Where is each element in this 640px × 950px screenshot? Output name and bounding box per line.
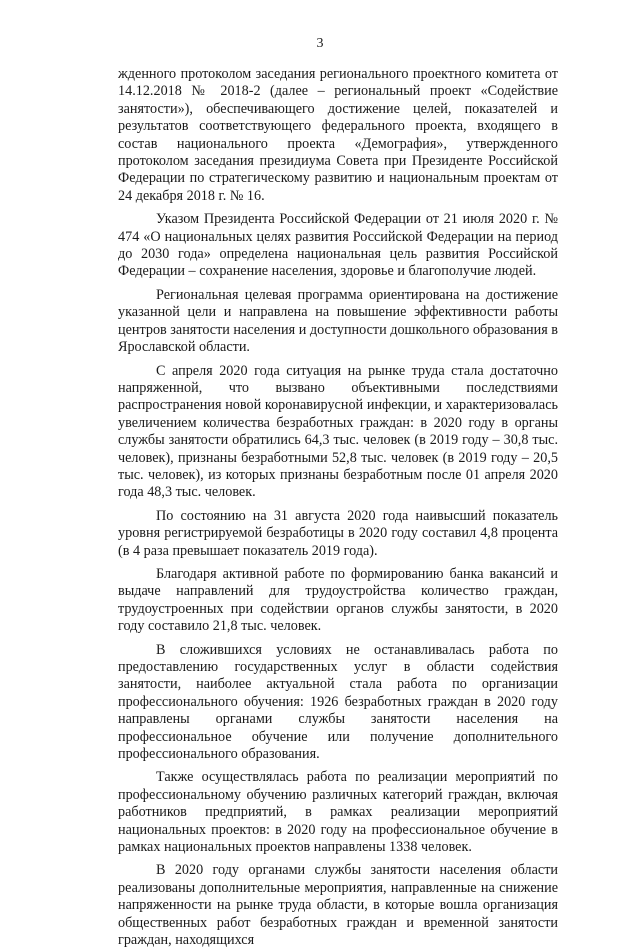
page-number: 3 (316, 36, 324, 51)
paragraph-additional-measures: В 2020 году органами службы занятости населения области реализованы дополнительные мероприятия, направленные на снижение напряженности на рынке труда области, в которые вошла организация общественных работ безработных граждан и временной занятости граждан, находящихся (118, 862, 558, 949)
paragraph-national-projects-training: Также осуществлялась работа по реализации мероприятий по профессиональному обучению различных категорий граждан, включая работников предприятий, в рамках реализации мероприятий национальных проектов: в 2020 году на профессиональное обучение в рамках национальных проектов направлены 1338 человек. (118, 769, 558, 856)
paragraph-unemployment-rate: По состоянию на 31 августа 2020 года наивысший показатель уровня регистрируемой безработицы в 2020 году составил 4,8 процента (в 4 раза превышает показатель 2019 года). (118, 507, 558, 559)
paragraph-continuation: жденного протоколом заседания регионального проектного комитета от 14.12.2018 № 2018-2 (далее – региональный проект «Содействие занятости»), обеспечивающего достижение целей, показателей и результатов соответствующего федерального проекта, входящего в состав национального проекта «Демография», утвержденного протоколом заседания президиума Совета при Президенте Российской Федерации по стратегическому развитию и национальным проектам от 24 декабря 2018 г. № 16. (118, 66, 558, 204)
paragraph-presidential-decree: Указом Президента Российской Федерации от 21 июля 2020 г. № 474 «О национальных целях развития Российской Федерации на период до 2030 года» определена национальная цель развития Российской Федерации – сохранение населения, здоровье и благополучие людей. (118, 211, 558, 280)
document-body (118, 66, 558, 950)
paragraph-labor-market-situation: С апреля 2020 года ситуация на рынке труда стала достаточно напряженной, что вызвано объективными последствиями распространения новой коронавирусной инфекции, и характеризовалась увеличением количества безработных граждан: в 2020 году в органы службы занятости обратились 64,3 тыс. человек (в 2019 году – 30,8 тыс. человек), признаны безработными 52,8 тыс. человек (в 2019 году – 20,5 тыс. человек), из которых признаны безработным после 01 апреля 2020 года 48,3 тыс. человек. (118, 362, 558, 501)
paragraph-vocational-training: В сложившихся условиях не останавливалась работа по предоставлению государственных услуг в области содействия занятости, наиболее актуальной стала работа по организации профессионального обучения: 1926 безработных граждан в 2020 году направлены органами службы занятости населения на профессиональное обучение или получение дополнительного профессионального образования. (118, 641, 558, 763)
paragraph-vacancies: Благодаря активной работе по формированию банка вакансий и выдаче направлений для трудоустройства количество граждан, трудоустроенных при содействии органов службы занятости, в 2020 году составило 21,8 тыс. человек. (118, 565, 558, 635)
paragraph-program-goal: Региональная целевая программа ориентирована на достижение указанной цели и направлена на повышение эффективности работы центров занятости населения и доступности дошкольного образования в Ярославской области. (118, 286, 558, 356)
